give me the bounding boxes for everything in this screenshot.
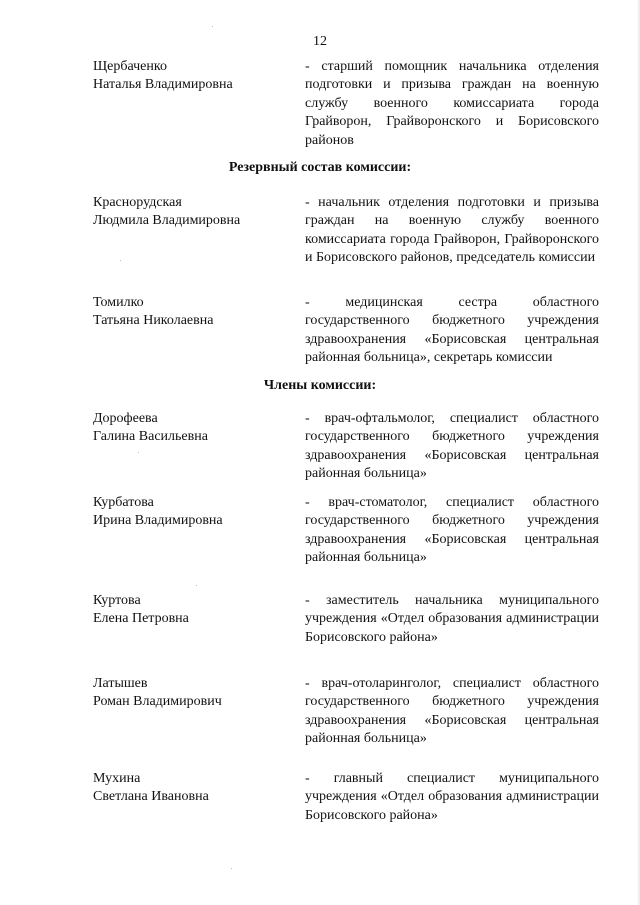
person-given-names: Людмила Владимировна bbox=[93, 213, 241, 228]
person-position: - врач-стоматолог, специалист областного государственного бюджетного учреждения здравоохранения «Борисовская центральная районная больница» bbox=[305, 495, 599, 566]
person-given-names: Елена Петровна bbox=[93, 611, 189, 626]
scan-speck bbox=[212, 26, 213, 27]
section-heading-reserve: Резервный состав комиссии: bbox=[228, 160, 412, 175]
scan-speck bbox=[138, 452, 139, 453]
person-surname: Курбатова bbox=[93, 495, 154, 510]
person-position: - заместитель начальника муниципального учреждения «Отдел образования администрации Борисовского района» bbox=[305, 593, 599, 645]
person-given-names: Галина Васильевна bbox=[93, 429, 208, 444]
person-surname: Мухина bbox=[93, 771, 141, 786]
person-given-names: Татьяна Николаевна bbox=[93, 313, 214, 328]
person-name bbox=[93, 675, 293, 711]
scan-speck bbox=[120, 260, 121, 261]
person-name bbox=[93, 58, 293, 94]
person-surname: Щербаченко bbox=[93, 59, 167, 74]
person-name bbox=[93, 194, 293, 230]
person-name bbox=[93, 494, 293, 530]
person-position: - начальник отделения подготовки и призыва граждан на военную службу военного комиссариата города Грайворон, Грайворонского и Борисовского районов, председатель комиссии bbox=[305, 195, 599, 266]
scan-speck bbox=[231, 868, 232, 869]
person-position: - медицинская сестра областного государственного бюджетного учреждения здравоохранения «Борисовская центральная районная больница», секретарь комиссии bbox=[305, 295, 599, 366]
scan-speck bbox=[196, 585, 197, 586]
person-surname: Дорофеева bbox=[93, 411, 158, 426]
person-position: - старший помощник начальника отделения подготовки и призыва граждан на военную службу военного комиссариата города Грайворон, Грайворонского и Борисовского районов bbox=[305, 59, 599, 148]
person-name bbox=[93, 592, 293, 628]
page-number: 12 bbox=[313, 34, 327, 49]
person-name bbox=[93, 770, 293, 806]
person-position: - врач-отоларинголог, специалист областного государственного бюджетного учреждения здравоохранения «Борисовская центральная районная больница» bbox=[305, 676, 599, 747]
person-position: - врач-офтальмолог, специалист областного государственного бюджетного учреждения здравоохранения «Борисовская центральная районная больница» bbox=[305, 411, 599, 482]
person-position: - главный специалист муниципального учреждения «Отдел образования администрации Борисовского района» bbox=[305, 771, 599, 823]
person-surname: Куртова bbox=[93, 593, 141, 608]
person-name bbox=[93, 294, 293, 330]
person-given-names: Ирина Владимировна bbox=[93, 513, 223, 528]
person-surname: Томилко bbox=[93, 295, 144, 310]
person-surname: Краснорудская bbox=[93, 195, 182, 210]
person-given-names: Наталья Владимировна bbox=[93, 77, 233, 92]
person-name bbox=[93, 410, 293, 446]
section-heading-members: Члены комиссии: bbox=[263, 378, 377, 393]
person-surname: Латышев bbox=[93, 676, 148, 691]
person-given-names: Роман Владимирович bbox=[93, 694, 222, 709]
person-given-names: Светлана Ивановна bbox=[93, 789, 209, 804]
